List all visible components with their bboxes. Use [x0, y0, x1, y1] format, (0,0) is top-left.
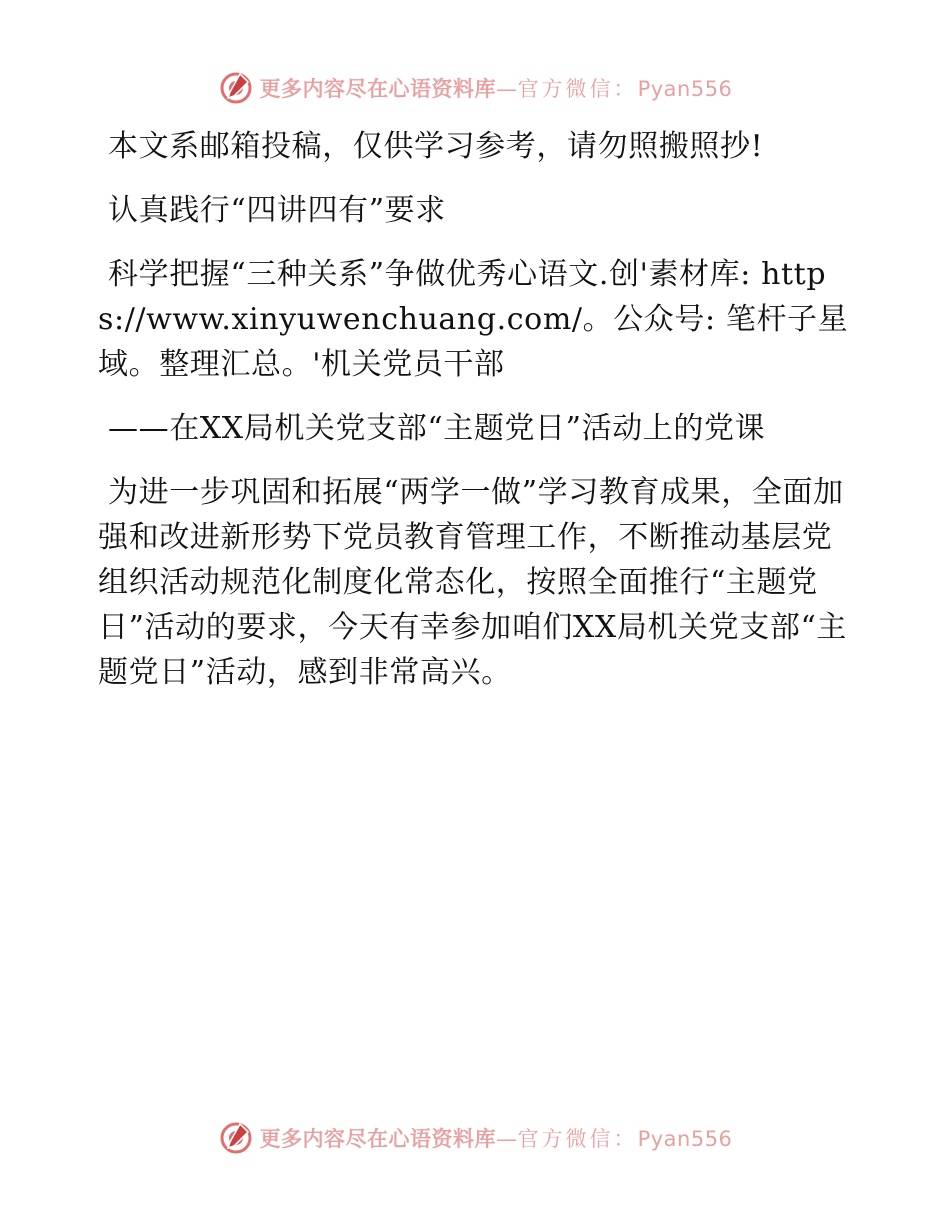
document-body: [98, 124, 858, 714]
paragraph-subtitle: [98, 252, 858, 387]
watermark-wechat-id: Pyan556: [637, 77, 733, 101]
footer-watermark: [0, 1120, 950, 1156]
watermark-separator: —: [496, 1127, 518, 1151]
pen-globe-logo-icon: [218, 70, 254, 106]
watermark-wechat-label: 官方微信：: [517, 1127, 638, 1151]
paragraph-title-text: 认真践行“四讲四有”要求: [108, 193, 446, 228]
paragraph-title: [98, 188, 858, 233]
paragraph-disclaimer-text: 本文系邮箱投稿，仅供学习参考，请勿照搬照抄!: [108, 129, 764, 164]
watermark-wechat-id: Pyan556: [637, 1127, 733, 1151]
paragraph-disclaimer: [98, 124, 858, 169]
watermark-text: [260, 73, 733, 103]
paragraph-occasion-text: ——在XX局机关党支部“主题党日”活动上的党课: [108, 411, 766, 446]
watermark-brand: 更多内容尽在心语资料库: [259, 77, 497, 101]
paragraph-subtitle-text: 科学把握“三种关系”争做优秀心语文.创'素材库: https://www.xinyuwenchuang.com/。公众号: 笔杆子星域。整理汇总。'机关党员干部: [98, 257, 849, 382]
watermark-text: [260, 1123, 733, 1153]
paragraph-body: [98, 470, 858, 695]
paragraph-occasion: [98, 406, 858, 451]
header-watermark: [0, 70, 950, 106]
watermark-wechat-label: 官方微信：: [517, 77, 638, 101]
watermark-separator: —: [496, 77, 518, 101]
watermark-brand: 更多内容尽在心语资料库: [259, 1127, 497, 1151]
pen-globe-logo-icon: [218, 1120, 254, 1156]
paragraph-body-text: 为进一步巩固和拓展“两学一做”学习教育成果，全面加强和改进新形势下党员教育管理工作，不断推动基层党组织活动规范化制度化常态化，按照全面推行“主题党日”活动的要求，今天有幸参加咱们XX局机关党支部“主题党日”活动，感到非常高兴。: [98, 475, 847, 690]
